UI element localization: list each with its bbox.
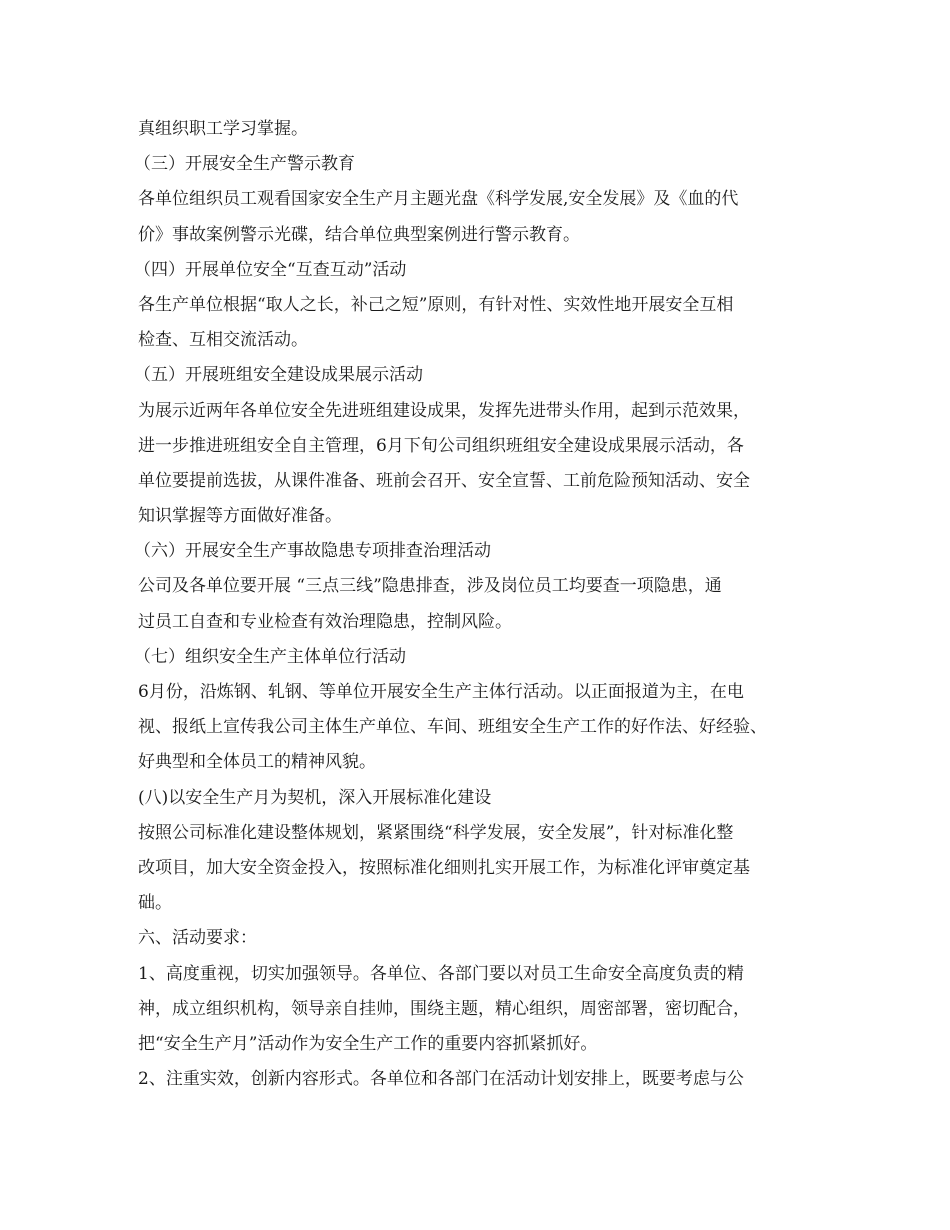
paragraph-line: 进一步推进班组安全自主管理，6月下旬公司组织班组安全建设成果展示活动，各: [138, 435, 744, 456]
section-heading: （四）开展单位安全“互查互动”活动: [134, 259, 407, 280]
document-body: [134, 112, 838, 1097]
paragraph-line: 各单位组织员工观看国家安全生产月主题光盘《科学发展,安全发展》及《血的代: [138, 189, 739, 210]
paragraph-line: 改项目，加大安全资金投入，按照标准化细则扎实开展工作，为标准化评审奠定基: [138, 857, 750, 878]
paragraph-line: 各生产单位根据“取人之长，补己之短”原则，有针对性、实效性地开展安全互相: [138, 294, 734, 315]
section-heading: （三）开展安全生产警示教育: [134, 154, 355, 175]
paragraph-line: 真组织职工学习掌握。: [138, 119, 308, 139]
paragraph-line: 1、高度重视，切实加强领导。各单位、各部门要以对员工生命安全高度负责的精: [138, 963, 744, 984]
paragraph-line: 为展示近两年各单位安全先进班组建设成果，发挥先进带头作用，起到示范效果，: [138, 400, 750, 421]
paragraph-line: 单位要提前选拔，从课件准备、班前会召开、安全宣誓、工前危险预知活动、安全: [138, 470, 750, 491]
paragraph-line: 六、活动要求：: [138, 928, 257, 949]
paragraph-line: 公司及各单位要开展 “三点三线”隐患排查，涉及岗位员工均要查一项隐患，通: [138, 576, 722, 597]
paragraph-line: 过员工自查和专业检查有效治理隐患，控制风险。: [138, 611, 512, 632]
paragraph-line: 础。: [138, 893, 172, 914]
paragraph-line: 2、注重实效，创新内容形式。各单位和各部门在活动计划安排上，既要考虑与公: [138, 1069, 744, 1090]
paragraph-line: 把“安全生产月”活动作为安全生产工作的重要内容抓紧抓好。: [138, 1033, 598, 1054]
paragraph-line: 按照公司标准化建设整体规划，紧紧围绕“科学发展，安全发展”，针对标准化整: [138, 822, 734, 843]
paragraph-line: 价》事故案例警示光碟，结合单位典型案例进行警示教育。: [138, 224, 580, 245]
section-heading: （七）组织安全生产主体单位行活动: [134, 646, 406, 667]
paragraph-line: 好典型和全体员工的精神风貌。: [138, 752, 376, 773]
paragraph-line: 6月份，沿炼钢、轧钢、等单位开展安全生产主体行活动。以正面报道为主，在电: [138, 682, 744, 702]
paragraph-line: (八)以安全生产月为契机，深入开展标准化建设: [138, 787, 492, 808]
paragraph-line: 检查、互相交流活动。: [138, 330, 308, 351]
paragraph-line: 视、报纸上宣传我公司主体生产单位、车间、班组安全生产工作的好作法、好经验、: [138, 717, 767, 738]
paragraph-line: 知识掌握等方面做好准备。: [138, 506, 342, 527]
section-heading: （五）开展班组安全建设成果展示活动: [134, 365, 423, 386]
section-heading: （六）开展安全生产事故隐患专项排查治理活动: [134, 541, 491, 562]
paragraph-line: 神，成立组织机构，领导亲自挂帅，围绕主题，精心组织，周密部署，密切配合，: [138, 998, 750, 1019]
